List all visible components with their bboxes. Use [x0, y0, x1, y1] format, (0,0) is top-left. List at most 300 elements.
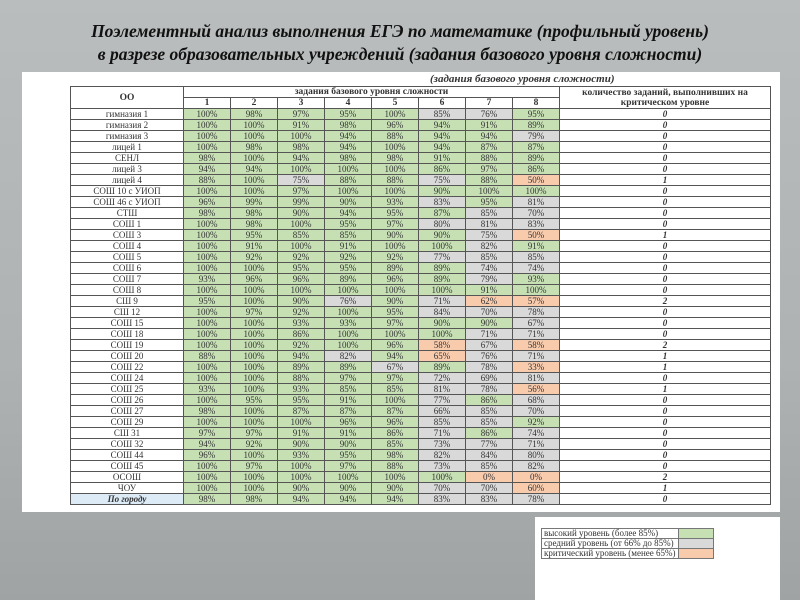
task-percent-cell: 98%: [325, 153, 372, 164]
task-number-header: 4: [325, 98, 372, 109]
header-critical-count: количество заданий, выполнивших на критическом уровне: [560, 87, 771, 109]
task-percent-cell: 100%: [184, 186, 231, 197]
institution-name: лицей 3: [71, 164, 184, 175]
task-percent-cell: 90%: [325, 483, 372, 494]
task-percent-cell: 100%: [184, 362, 231, 373]
task-percent-cell: 94%: [325, 208, 372, 219]
task-percent-cell: 75%: [278, 175, 325, 186]
institution-name: гимназия 2: [71, 120, 184, 131]
critical-count-cell: 0: [560, 274, 771, 285]
task-percent-cell: 98%: [184, 153, 231, 164]
critical-count-cell: 0: [560, 131, 771, 142]
task-number-header: 8: [513, 98, 560, 109]
institution-name: лицей 1: [71, 142, 184, 153]
critical-count-cell: 0: [560, 450, 771, 461]
task-percent-cell: 95%: [513, 109, 560, 120]
task-percent-cell: 90%: [466, 318, 513, 329]
institution-name: СОШ 45: [71, 461, 184, 472]
task-percent-cell: 89%: [419, 274, 466, 285]
task-percent-cell: 71%: [513, 351, 560, 362]
table-row: [71, 131, 771, 142]
table-row: [71, 241, 771, 252]
task-percent-cell: 98%: [278, 142, 325, 153]
task-percent-cell: 100%: [278, 241, 325, 252]
critical-count-cell: 1: [560, 175, 771, 186]
task-percent-cell: 98%: [184, 208, 231, 219]
critical-count-cell: 2: [560, 472, 771, 483]
task-percent-cell: 99%: [231, 197, 278, 208]
task-percent-cell: 65%: [419, 351, 466, 362]
table-image: [22, 72, 780, 512]
critical-count-cell: 0: [560, 219, 771, 230]
task-percent-cell: 98%: [231, 219, 278, 230]
title-line-1: Поэлементный анализ выполнения ЕГЭ по математике (профильный уровень): [91, 21, 709, 41]
task-percent-cell: 100%: [184, 285, 231, 296]
table-row: [71, 351, 771, 362]
institution-name: СШ 12: [71, 307, 184, 318]
task-percent-cell: 100%: [184, 318, 231, 329]
table-row: [71, 329, 771, 340]
task-percent-cell: 70%: [513, 406, 560, 417]
task-percent-cell: 89%: [513, 153, 560, 164]
title-line-2: в разрезе образовательных учреждений (задания базового уровня сложности): [97, 44, 703, 64]
task-percent-cell: 93%: [513, 274, 560, 285]
critical-count-cell: 0: [560, 153, 771, 164]
task-percent-cell: 86%: [513, 164, 560, 175]
task-percent-cell: 94%: [184, 164, 231, 175]
task-percent-cell: 76%: [325, 296, 372, 307]
task-percent-cell: 100%: [231, 263, 278, 274]
task-percent-cell: 97%: [231, 428, 278, 439]
critical-count-cell: 0: [560, 197, 771, 208]
task-percent-cell: 90%: [278, 439, 325, 450]
task-percent-cell: 100%: [184, 395, 231, 406]
task-percent-cell: 100%: [278, 219, 325, 230]
task-percent-cell: 77%: [466, 439, 513, 450]
critical-count-cell: 0: [560, 263, 771, 274]
institution-name: СЕНЛ: [71, 153, 184, 164]
legend-color-swatch: [678, 529, 713, 539]
task-percent-cell: 83%: [419, 494, 466, 505]
task-percent-cell: 100%: [184, 241, 231, 252]
task-percent-cell: 86%: [419, 164, 466, 175]
institution-name: гимназия 3: [71, 131, 184, 142]
table-row: [71, 362, 771, 373]
task-percent-cell: 100%: [325, 186, 372, 197]
table-row: [71, 373, 771, 384]
task-percent-cell: 89%: [325, 362, 372, 373]
task-percent-cell: 100%: [231, 175, 278, 186]
task-percent-cell: 90%: [419, 318, 466, 329]
task-percent-cell: 71%: [513, 439, 560, 450]
critical-count-cell: 2: [560, 340, 771, 351]
task-percent-cell: 100%: [372, 285, 419, 296]
task-percent-cell: 95%: [325, 263, 372, 274]
task-percent-cell: 98%: [184, 494, 231, 505]
task-percent-cell: 95%: [184, 296, 231, 307]
task-percent-cell: 90%: [419, 230, 466, 241]
task-percent-cell: 98%: [184, 406, 231, 417]
task-percent-cell: 100%: [231, 373, 278, 384]
task-percent-cell: 73%: [419, 439, 466, 450]
institution-name: СОШ 20: [71, 351, 184, 362]
task-percent-cell: 100%: [184, 373, 231, 384]
table-row: [71, 296, 771, 307]
task-percent-cell: 81%: [513, 197, 560, 208]
institution-name: лицей 4: [71, 175, 184, 186]
total-row: [71, 494, 771, 505]
task-percent-cell: 82%: [466, 241, 513, 252]
task-percent-cell: 87%: [466, 142, 513, 153]
results-table: [70, 86, 771, 505]
task-percent-cell: 81%: [419, 384, 466, 395]
table-row: [71, 417, 771, 428]
task-percent-cell: 85%: [419, 417, 466, 428]
task-percent-cell: 81%: [513, 373, 560, 384]
task-percent-cell: 96%: [372, 274, 419, 285]
task-percent-cell: 78%: [513, 494, 560, 505]
critical-count-cell: 1: [560, 483, 771, 494]
task-percent-cell: 85%: [372, 384, 419, 395]
critical-count-cell: 0: [560, 307, 771, 318]
task-percent-cell: 97%: [231, 307, 278, 318]
task-percent-cell: 98%: [372, 153, 419, 164]
institution-name: СОШ 27: [71, 406, 184, 417]
task-percent-cell: 94%: [419, 142, 466, 153]
task-percent-cell: 88%: [278, 373, 325, 384]
task-percent-cell: 100%: [231, 296, 278, 307]
task-percent-cell: 57%: [513, 296, 560, 307]
legend-table: [541, 528, 714, 559]
legend-label: высокий уровень (более 85%): [542, 529, 679, 539]
task-percent-cell: 97%: [278, 186, 325, 197]
task-percent-cell: 85%: [466, 417, 513, 428]
task-percent-cell: 0%: [466, 472, 513, 483]
task-percent-cell: 92%: [372, 252, 419, 263]
task-percent-cell: 100%: [184, 131, 231, 142]
task-percent-cell: 95%: [325, 109, 372, 120]
table-row: [71, 142, 771, 153]
legend-row: [542, 529, 714, 539]
task-percent-cell: 100%: [184, 417, 231, 428]
task-percent-cell: 97%: [325, 461, 372, 472]
table-row: [71, 252, 771, 263]
task-percent-cell: 85%: [466, 406, 513, 417]
task-percent-cell: 93%: [278, 450, 325, 461]
task-percent-cell: 78%: [466, 384, 513, 395]
task-percent-cell: 100%: [231, 131, 278, 142]
task-percent-cell: 87%: [372, 406, 419, 417]
task-percent-cell: 91%: [325, 395, 372, 406]
table-row: [71, 483, 771, 494]
task-percent-cell: 97%: [372, 373, 419, 384]
task-percent-cell: 100%: [231, 340, 278, 351]
task-percent-cell: 91%: [466, 120, 513, 131]
task-percent-cell: 100%: [372, 164, 419, 175]
task-percent-cell: 98%: [231, 494, 278, 505]
task-percent-cell: 88%: [184, 351, 231, 362]
institution-name: СОШ 3: [71, 230, 184, 241]
institution-name: СОШ 8: [71, 285, 184, 296]
table-row: [71, 219, 771, 230]
task-percent-cell: 100%: [231, 186, 278, 197]
task-percent-cell: 93%: [372, 197, 419, 208]
critical-count-cell: 0: [560, 395, 771, 406]
critical-count-cell: 0: [560, 406, 771, 417]
header-oo: ОО: [71, 87, 184, 109]
task-percent-cell: 97%: [372, 219, 419, 230]
task-percent-cell: 95%: [372, 307, 419, 318]
critical-count-cell: 0: [560, 329, 771, 340]
task-percent-cell: 100%: [372, 329, 419, 340]
task-percent-cell: 95%: [325, 450, 372, 461]
task-percent-cell: 94%: [419, 131, 466, 142]
task-percent-cell: 62%: [466, 296, 513, 307]
task-percent-cell: 72%: [419, 373, 466, 384]
task-percent-cell: 70%: [466, 483, 513, 494]
task-percent-cell: 85%: [466, 461, 513, 472]
table-row: [71, 153, 771, 164]
table-row: [71, 395, 771, 406]
task-percent-cell: 82%: [513, 461, 560, 472]
table-row: [71, 472, 771, 483]
task-percent-cell: 82%: [419, 450, 466, 461]
task-percent-cell: 88%: [372, 175, 419, 186]
institution-name: СОШ 22: [71, 362, 184, 373]
task-percent-cell: 77%: [419, 395, 466, 406]
task-percent-cell: 100%: [419, 241, 466, 252]
task-percent-cell: 100%: [231, 120, 278, 131]
task-percent-cell: 58%: [513, 340, 560, 351]
legend-color-swatch: [678, 549, 713, 559]
task-percent-cell: 69%: [466, 373, 513, 384]
task-percent-cell: 100%: [231, 285, 278, 296]
critical-count-cell: 0: [560, 120, 771, 131]
task-percent-cell: 85%: [325, 384, 372, 395]
task-percent-cell: 98%: [231, 142, 278, 153]
task-percent-cell: 92%: [231, 439, 278, 450]
task-percent-cell: 96%: [372, 417, 419, 428]
legend-box: [535, 517, 780, 600]
task-percent-cell: 90%: [419, 186, 466, 197]
cropped-heading: (задания базового уровня сложности): [430, 73, 615, 85]
task-percent-cell: 95%: [231, 230, 278, 241]
task-percent-cell: 100%: [372, 109, 419, 120]
institution-name: СОШ 1: [71, 219, 184, 230]
task-percent-cell: 93%: [184, 384, 231, 395]
task-percent-cell: 100%: [278, 417, 325, 428]
task-percent-cell: 100%: [325, 285, 372, 296]
task-percent-cell: 100%: [466, 186, 513, 197]
task-percent-cell: 91%: [513, 241, 560, 252]
institution-name: СОШ 46 с УИОП: [71, 197, 184, 208]
table-row: [71, 307, 771, 318]
task-percent-cell: 50%: [513, 230, 560, 241]
critical-count-cell: 1: [560, 362, 771, 373]
task-percent-cell: 75%: [466, 230, 513, 241]
critical-count-cell: 0: [560, 208, 771, 219]
table-row: [71, 109, 771, 120]
task-number-header: 3: [278, 98, 325, 109]
task-percent-cell: 90%: [372, 230, 419, 241]
task-percent-cell: 92%: [325, 252, 372, 263]
task-percent-cell: 100%: [419, 329, 466, 340]
task-percent-cell: 60%: [513, 483, 560, 494]
task-percent-cell: 95%: [278, 395, 325, 406]
task-percent-cell: 100%: [184, 307, 231, 318]
task-percent-cell: 91%: [278, 428, 325, 439]
task-percent-cell: 50%: [513, 175, 560, 186]
task-percent-cell: 85%: [466, 252, 513, 263]
task-percent-cell: 70%: [513, 208, 560, 219]
task-percent-cell: 100%: [372, 472, 419, 483]
critical-count-cell: 0: [560, 109, 771, 120]
task-percent-cell: 56%: [513, 384, 560, 395]
task-percent-cell: 96%: [231, 274, 278, 285]
task-percent-cell: 100%: [184, 230, 231, 241]
task-percent-cell: 93%: [278, 384, 325, 395]
critical-count-cell: 0: [560, 428, 771, 439]
critical-count-cell: 0: [560, 252, 771, 263]
task-percent-cell: 90%: [372, 483, 419, 494]
institution-name: СОШ 29: [71, 417, 184, 428]
institution-name: СОШ 7: [71, 274, 184, 285]
table-row: [71, 439, 771, 450]
task-percent-cell: 92%: [278, 307, 325, 318]
task-percent-cell: 95%: [325, 219, 372, 230]
institution-name: СОШ 6: [71, 263, 184, 274]
task-percent-cell: 90%: [325, 439, 372, 450]
task-percent-cell: 100%: [231, 329, 278, 340]
task-percent-cell: 89%: [278, 362, 325, 373]
task-percent-cell: 96%: [372, 340, 419, 351]
task-percent-cell: 87%: [513, 142, 560, 153]
task-percent-cell: 96%: [372, 120, 419, 131]
task-percent-cell: 92%: [231, 252, 278, 263]
critical-count-cell: 0: [560, 494, 771, 505]
task-percent-cell: 100%: [278, 285, 325, 296]
table-row: [71, 175, 771, 186]
task-percent-cell: 89%: [372, 263, 419, 274]
critical-count-cell: 1: [560, 384, 771, 395]
task-percent-cell: 100%: [231, 384, 278, 395]
task-percent-cell: 80%: [513, 450, 560, 461]
task-percent-cell: 95%: [372, 208, 419, 219]
task-percent-cell: 86%: [278, 329, 325, 340]
task-percent-cell: 73%: [419, 461, 466, 472]
task-percent-cell: 78%: [466, 362, 513, 373]
critical-count-cell: 2: [560, 296, 771, 307]
critical-count-cell: 0: [560, 164, 771, 175]
task-percent-cell: 100%: [184, 219, 231, 230]
task-percent-cell: 84%: [419, 307, 466, 318]
task-percent-cell: 87%: [278, 406, 325, 417]
task-percent-cell: 80%: [419, 219, 466, 230]
task-percent-cell: 88%: [372, 131, 419, 142]
critical-count-cell: 0: [560, 461, 771, 472]
task-percent-cell: 94%: [184, 439, 231, 450]
task-percent-cell: 100%: [184, 483, 231, 494]
task-percent-cell: 91%: [419, 153, 466, 164]
task-percent-cell: 76%: [466, 109, 513, 120]
task-percent-cell: 100%: [419, 285, 466, 296]
task-percent-cell: 58%: [419, 340, 466, 351]
task-percent-cell: 97%: [184, 428, 231, 439]
task-percent-cell: 75%: [419, 175, 466, 186]
table-row: [71, 384, 771, 395]
task-percent-cell: 67%: [372, 362, 419, 373]
task-percent-cell: 71%: [466, 329, 513, 340]
header-task-group: задания базового уровня сложности: [184, 87, 560, 98]
institution-name: гимназия 1: [71, 109, 184, 120]
task-percent-cell: 100%: [513, 186, 560, 197]
critical-count-cell: 0: [560, 318, 771, 329]
task-percent-cell: 85%: [466, 208, 513, 219]
task-percent-cell: 97%: [278, 109, 325, 120]
task-percent-cell: 94%: [372, 351, 419, 362]
task-percent-cell: 100%: [325, 307, 372, 318]
task-number-header: 2: [231, 98, 278, 109]
task-percent-cell: 90%: [278, 208, 325, 219]
task-percent-cell: 85%: [372, 439, 419, 450]
task-percent-cell: 97%: [325, 373, 372, 384]
task-percent-cell: 100%: [372, 395, 419, 406]
task-percent-cell: 97%: [372, 318, 419, 329]
task-percent-cell: 88%: [466, 153, 513, 164]
task-percent-cell: 100%: [184, 472, 231, 483]
task-percent-cell: 97%: [231, 461, 278, 472]
table-row: [71, 406, 771, 417]
task-percent-cell: 100%: [231, 483, 278, 494]
task-percent-cell: 90%: [278, 483, 325, 494]
task-percent-cell: 74%: [513, 428, 560, 439]
institution-name: СОШ 15: [71, 318, 184, 329]
task-percent-cell: 71%: [513, 329, 560, 340]
legend-label: критический уровень (менее 65%): [542, 549, 679, 559]
institution-name: СОШ 10 с УИОП: [71, 186, 184, 197]
task-percent-cell: 86%: [372, 428, 419, 439]
task-percent-cell: 100%: [372, 186, 419, 197]
task-percent-cell: 97%: [466, 164, 513, 175]
task-percent-cell: 90%: [325, 197, 372, 208]
task-percent-cell: 98%: [372, 450, 419, 461]
slide-title: [0, 20, 800, 66]
institution-name: ОСОШ: [71, 472, 184, 483]
task-percent-cell: 33%: [513, 362, 560, 373]
task-percent-cell: 87%: [419, 208, 466, 219]
table-row: [71, 318, 771, 329]
task-percent-cell: 96%: [184, 197, 231, 208]
task-percent-cell: 100%: [278, 461, 325, 472]
task-percent-cell: 93%: [325, 318, 372, 329]
task-percent-cell: 96%: [184, 450, 231, 461]
task-percent-cell: 74%: [513, 263, 560, 274]
institution-name: СОШ 26: [71, 395, 184, 406]
task-percent-cell: 88%: [466, 175, 513, 186]
task-percent-cell: 70%: [466, 307, 513, 318]
table-row: [71, 285, 771, 296]
task-percent-cell: 94%: [278, 351, 325, 362]
task-percent-cell: 100%: [325, 472, 372, 483]
task-percent-cell: 94%: [325, 142, 372, 153]
table-row: [71, 340, 771, 351]
institution-name: СТШ: [71, 208, 184, 219]
table-row: [71, 263, 771, 274]
task-percent-cell: 88%: [184, 175, 231, 186]
task-percent-cell: 86%: [466, 428, 513, 439]
institution-name: СШ 31: [71, 428, 184, 439]
task-percent-cell: 67%: [466, 340, 513, 351]
